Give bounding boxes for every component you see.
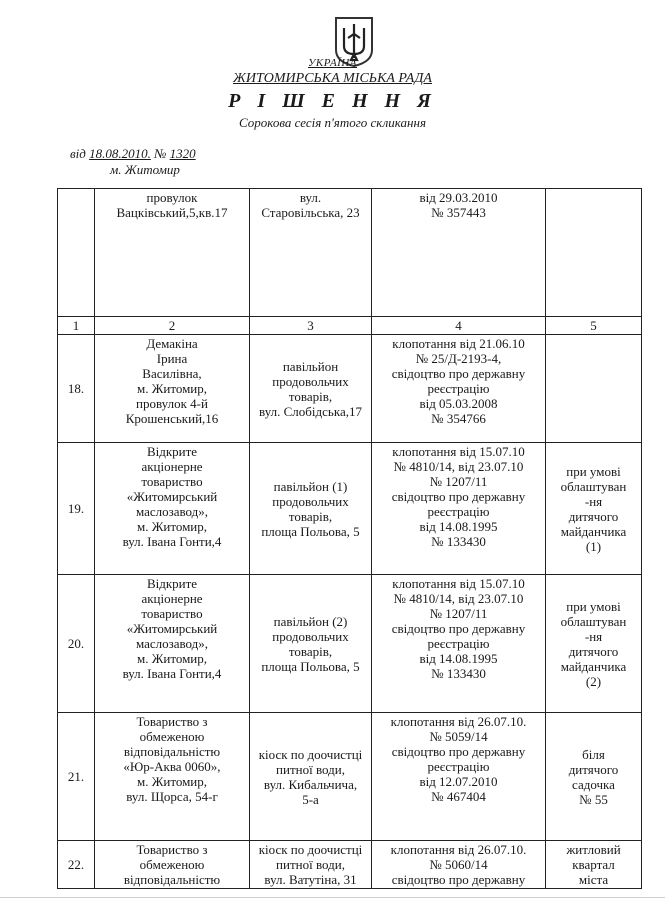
table-row <box>58 841 642 889</box>
notes-line: облаштуван <box>560 613 627 629</box>
object-line: павільйон (1) <box>273 478 348 494</box>
cell-object <box>250 443 372 575</box>
number-prefix: № <box>154 146 167 161</box>
cell-owner <box>95 713 250 841</box>
documents-line: свідоцтво про державну <box>391 744 526 759</box>
city-name: м. Житомир <box>110 162 180 177</box>
cell-documents <box>372 575 546 713</box>
documents-line: свідоцтво про державну <box>391 366 526 381</box>
documents-line: від 05.03.2008 <box>419 396 498 411</box>
object-line: вул. Ватутіна, 31 <box>264 872 357 887</box>
cell-documents <box>372 335 546 443</box>
owner-line: Товариство з <box>136 842 208 857</box>
owner-line: м. Житомир, <box>136 774 208 789</box>
documents-line: реєстрацію <box>427 381 490 396</box>
decision-date-number <box>70 146 196 162</box>
notes-line: (1) <box>585 538 602 554</box>
documents-line: № 133430 <box>431 666 486 681</box>
document-type: Р І Ш Е Н Н Я <box>228 90 437 112</box>
column-index-3: 3 <box>250 317 372 335</box>
table-row <box>58 443 642 575</box>
cell-notes <box>546 841 642 889</box>
object-line: павільйон (2) <box>273 613 348 629</box>
owner-line: товариство <box>141 474 203 489</box>
documents-line: № 357443 <box>431 205 486 220</box>
documents-line: клопотання від 15.07.10 <box>392 444 525 459</box>
owner-line: обмеженою <box>139 857 205 872</box>
row-number: 22. <box>58 841 95 889</box>
cell-number <box>58 189 95 317</box>
documents-line: № 133430 <box>431 534 486 549</box>
documents-line: клопотання від 26.07.10. <box>390 842 527 857</box>
cell-object <box>250 575 372 713</box>
notes-line: при умові <box>566 463 621 479</box>
owner-line: Крошенський,16 <box>125 411 219 426</box>
council-name: ЖИТОМИРСЬКА МІСЬКА РАДА <box>233 71 432 86</box>
cell-documents <box>372 189 546 317</box>
decision-table <box>57 188 642 889</box>
object-line: товарів, <box>288 508 333 524</box>
cell-owner <box>95 189 250 317</box>
owner-line: акціонерне <box>141 591 203 606</box>
cell-owner <box>95 335 250 443</box>
owner-line: товариство <box>141 606 203 621</box>
object-line: питної води, <box>276 761 345 777</box>
documents-line: від 12.07.2010 <box>419 774 498 789</box>
notes-line: майданчика <box>560 523 627 539</box>
owner-line: «Житомирський <box>126 489 218 504</box>
table-row <box>58 335 642 443</box>
cell-owner <box>95 443 250 575</box>
owner-line: Василівна, <box>142 366 202 381</box>
owner-line: провулок <box>146 190 198 205</box>
object-line: товарів, <box>288 388 333 404</box>
cell-notes <box>546 713 642 841</box>
object-line: вул. Кибальчича, <box>263 776 358 792</box>
owner-line: Відкрите <box>146 576 198 591</box>
column-index-4: 4 <box>372 317 546 335</box>
document-header <box>0 0 665 190</box>
documents-line: № 1207/11 <box>429 606 488 621</box>
object-line: вул. <box>299 190 322 205</box>
documents-line: реєстрацію <box>427 759 490 774</box>
notes-line: при умові <box>566 598 621 614</box>
row-number: 19. <box>58 443 95 575</box>
object-line: площа Польова, 5 <box>261 658 360 674</box>
cell-notes <box>546 189 642 317</box>
notes-line: біля <box>582 746 605 762</box>
notes-line: дитячого <box>568 761 619 777</box>
decision-date: 18.08.2010. <box>89 146 151 161</box>
owner-line: відповідальністю <box>123 744 221 759</box>
documents-line: свідоцтво про державну <box>391 872 526 887</box>
notes-line: квартал <box>572 857 615 872</box>
owner-line: вул. Івана Гонти,4 <box>122 666 222 681</box>
documents-line: № 1207/11 <box>429 474 488 489</box>
country-name: УКРАЇНА <box>307 57 357 69</box>
documents-line: свідоцтво про державну <box>391 621 526 636</box>
notes-line: № 55 <box>579 791 608 807</box>
owner-line: Відкрите <box>146 444 198 459</box>
owner-line: м. Житомир, <box>136 381 208 396</box>
notes-line: житловий <box>566 842 621 857</box>
documents-line: № 25/Д-2193-4, <box>415 351 502 366</box>
notes-line: майданчика <box>560 658 627 674</box>
cell-notes <box>546 335 642 443</box>
owner-line: Ірина <box>156 351 188 366</box>
owner-line: м. Житомир, <box>136 651 208 666</box>
column-index-1: 1 <box>58 317 95 335</box>
documents-line: свідоцтво про державну <box>391 489 526 504</box>
notes-line: дитячого <box>568 508 619 524</box>
cell-owner <box>95 575 250 713</box>
table-row <box>58 575 642 713</box>
object-line: кіоск по доочистці <box>258 746 363 762</box>
object-line: продовольчих <box>272 373 349 389</box>
decision-number: 1320 <box>169 146 196 161</box>
owner-line: «Юр-Аква 0060», <box>123 759 221 774</box>
row-number: 21. <box>58 713 95 841</box>
documents-line: № 4810/14, від 23.07.10 <box>393 459 524 474</box>
documents-line: від 29.03.2010 <box>419 190 498 205</box>
date-prefix: від <box>70 146 86 161</box>
owner-line: Вацківський,5,кв.17 <box>116 205 228 220</box>
owner-line: «Житомирський <box>126 621 218 636</box>
documents-line: реєстрацію <box>427 636 490 651</box>
notes-line: дитячого <box>568 643 619 659</box>
row-number: 18. <box>58 335 95 443</box>
object-line: вул. Слобідська,17 <box>259 403 362 419</box>
object-line: кіоск по доочистці <box>258 842 363 857</box>
object-line: продовольчих <box>272 628 349 644</box>
notes-line: (2) <box>585 673 602 689</box>
page-bottom-rule <box>0 897 665 898</box>
documents-line: клопотання від 26.07.10. <box>390 714 527 729</box>
documents-line: клопотання від 15.07.10 <box>392 576 525 591</box>
notes-line: -ня <box>584 493 603 509</box>
cell-notes <box>546 575 642 713</box>
column-index-5: 5 <box>546 317 642 335</box>
owner-line: маслозавод», <box>135 636 209 651</box>
owner-line: Товариство з <box>136 714 208 729</box>
owner-line: маслозавод», <box>135 504 209 519</box>
cell-object <box>250 335 372 443</box>
cell-documents <box>372 443 546 575</box>
object-line: 5-а <box>302 791 319 807</box>
documents-line: № 5059/14 <box>429 729 488 744</box>
column-index-2: 2 <box>95 317 250 335</box>
object-line: товарів, <box>288 643 333 659</box>
documents-line: № 4810/14, від 23.07.10 <box>393 591 524 606</box>
owner-line: акціонерне <box>141 459 203 474</box>
notes-line: міста <box>578 872 609 887</box>
owner-line: відповідальністю <box>123 872 221 887</box>
owner-line: м. Житомир, <box>136 519 208 534</box>
documents-line: від 14.08.1995 <box>419 651 498 666</box>
notes-line: облаштуван <box>560 478 627 494</box>
continuation-row <box>58 189 642 317</box>
cell-object <box>250 189 372 317</box>
object-line: продовольчих <box>272 493 349 509</box>
cell-notes <box>546 443 642 575</box>
cell-object <box>250 713 372 841</box>
owner-line: обмеженою <box>139 729 205 744</box>
documents-line: № 467404 <box>431 789 486 804</box>
owner-line: провулок 4-й <box>136 396 208 411</box>
object-line: Старовільська, 23 <box>261 205 360 220</box>
owner-line: вул. Івана Гонти,4 <box>122 534 222 549</box>
object-line: питної води, <box>276 857 345 872</box>
cell-documents <box>372 841 546 889</box>
cell-owner <box>95 841 250 889</box>
object-line: площа Польова, 5 <box>261 523 360 539</box>
table-row <box>58 713 642 841</box>
object-line: павільйон <box>282 358 339 374</box>
documents-line: клопотання від 21.06.10 <box>392 336 525 351</box>
documents-line: № 354766 <box>431 411 486 426</box>
cell-documents <box>372 713 546 841</box>
notes-line: -ня <box>584 628 603 644</box>
documents-line: від 14.08.1995 <box>419 519 498 534</box>
column-index-row <box>58 317 642 335</box>
row-number: 20. <box>58 575 95 713</box>
owner-line: Демакіна <box>146 336 198 351</box>
notes-line: садочка <box>572 776 615 792</box>
documents-line: № 5060/14 <box>429 857 488 872</box>
owner-line: вул. Щорса, 54-г <box>126 789 218 804</box>
session-name: Сорокова сесія п'ятого скликання <box>238 115 427 130</box>
documents-line: реєстрацію <box>427 504 490 519</box>
cell-object <box>250 841 372 889</box>
